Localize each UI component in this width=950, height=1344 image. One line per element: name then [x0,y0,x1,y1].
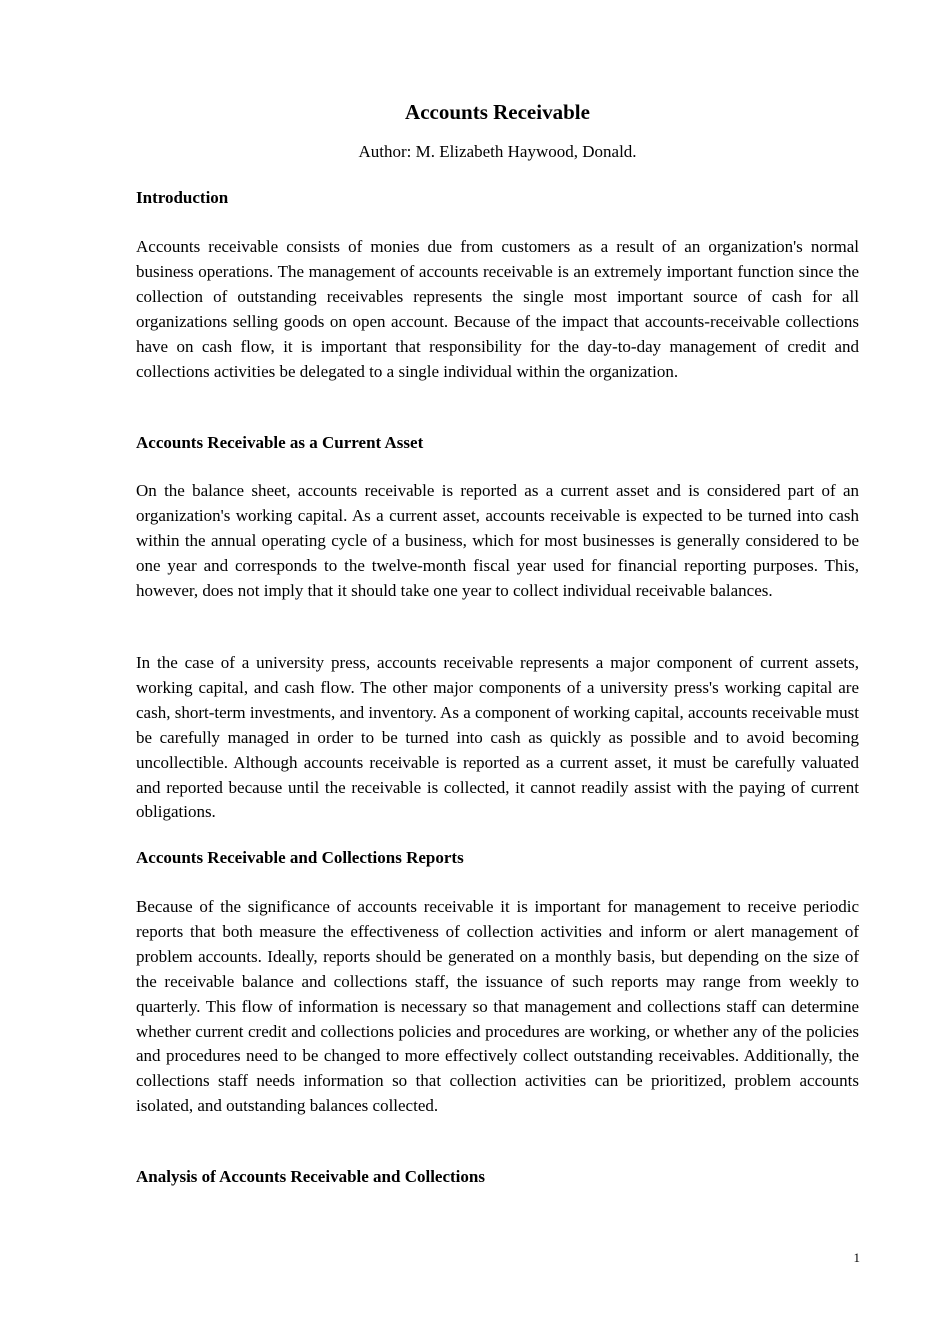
section-heading-introduction: Introduction [136,188,229,207]
paragraph-current-asset-1: On the balance sheet, accounts receivable is reported as a current asset and is considered part of an organization's working capital. As a current asset, accounts receivable is expected to be turned into cash within the annual operating cycle of a business, which for most businesses is generally considered to be one year and corresponds to the twelve-month fiscal year used for financial reporting purposes. This, however, does not imply that it should take one year to collect individual receivable balances. [136,481,859,600]
page-number: 1 [853,1250,860,1265]
paragraph-collections-reports: Because of the significance of accounts receivable it is important for management to receive periodic reports that both measure the effectiveness of collection activities and inform or alert management of problem accounts. Ideally, reports should be generated on a monthly basis, but depending on the size of the receivable balance and collections staff, the issuance of such reports may range from weekly to quarterly. This flow of information is necessary so that management and collections staff can determine whether current credit and collections policies and procedures are working, or whether any of the policies and procedures need to be changed to more effectively collect outstanding receivables. Additionally, the collections staff needs information so that collection activities can be prioritized, problem accounts isolated, and outstanding balances collected. [136,897,859,1116]
author-line: Author: M. Elizabeth Haywood, Donald. [358,142,637,161]
section-heading-collections-reports: Accounts Receivable and Collections Reports [136,848,464,867]
section-heading-analysis: Analysis of Accounts Receivable and Collections [136,1167,485,1186]
section-heading-current-asset: Accounts Receivable as a Current Asset [136,433,424,452]
paragraph-current-asset-2: In the case of a university press, accounts receivable represents a major component of current assets, working capital, and cash flow. The other major components of a university press's working capital are cash, short-term investments, and inventory. As a component of working capital, accounts receivable must be carefully managed in order to be turned into cash as quickly as possible and to avoid becoming uncollectible. Although accounts receivable is reported as a current asset, it must be carefully valuated and reported because until the receivable is collected, it cannot readily assist with the paying of current obligations. [136,653,859,822]
paragraph-introduction: Accounts receivable consists of monies due from customers as a result of an organization's normal business operations. The management of accounts receivable is an extremely important function since the collection of outstanding receivables represents the single most important source of cash for all organizations selling goods on open account. Because of the impact that accounts-receivable collections have on cash flow, it is important that responsibility for the day-to-day management of credit and collections activities be delegated to a single individual within the organization. [136,237,859,381]
page-title: Accounts Receivable [405,100,590,124]
